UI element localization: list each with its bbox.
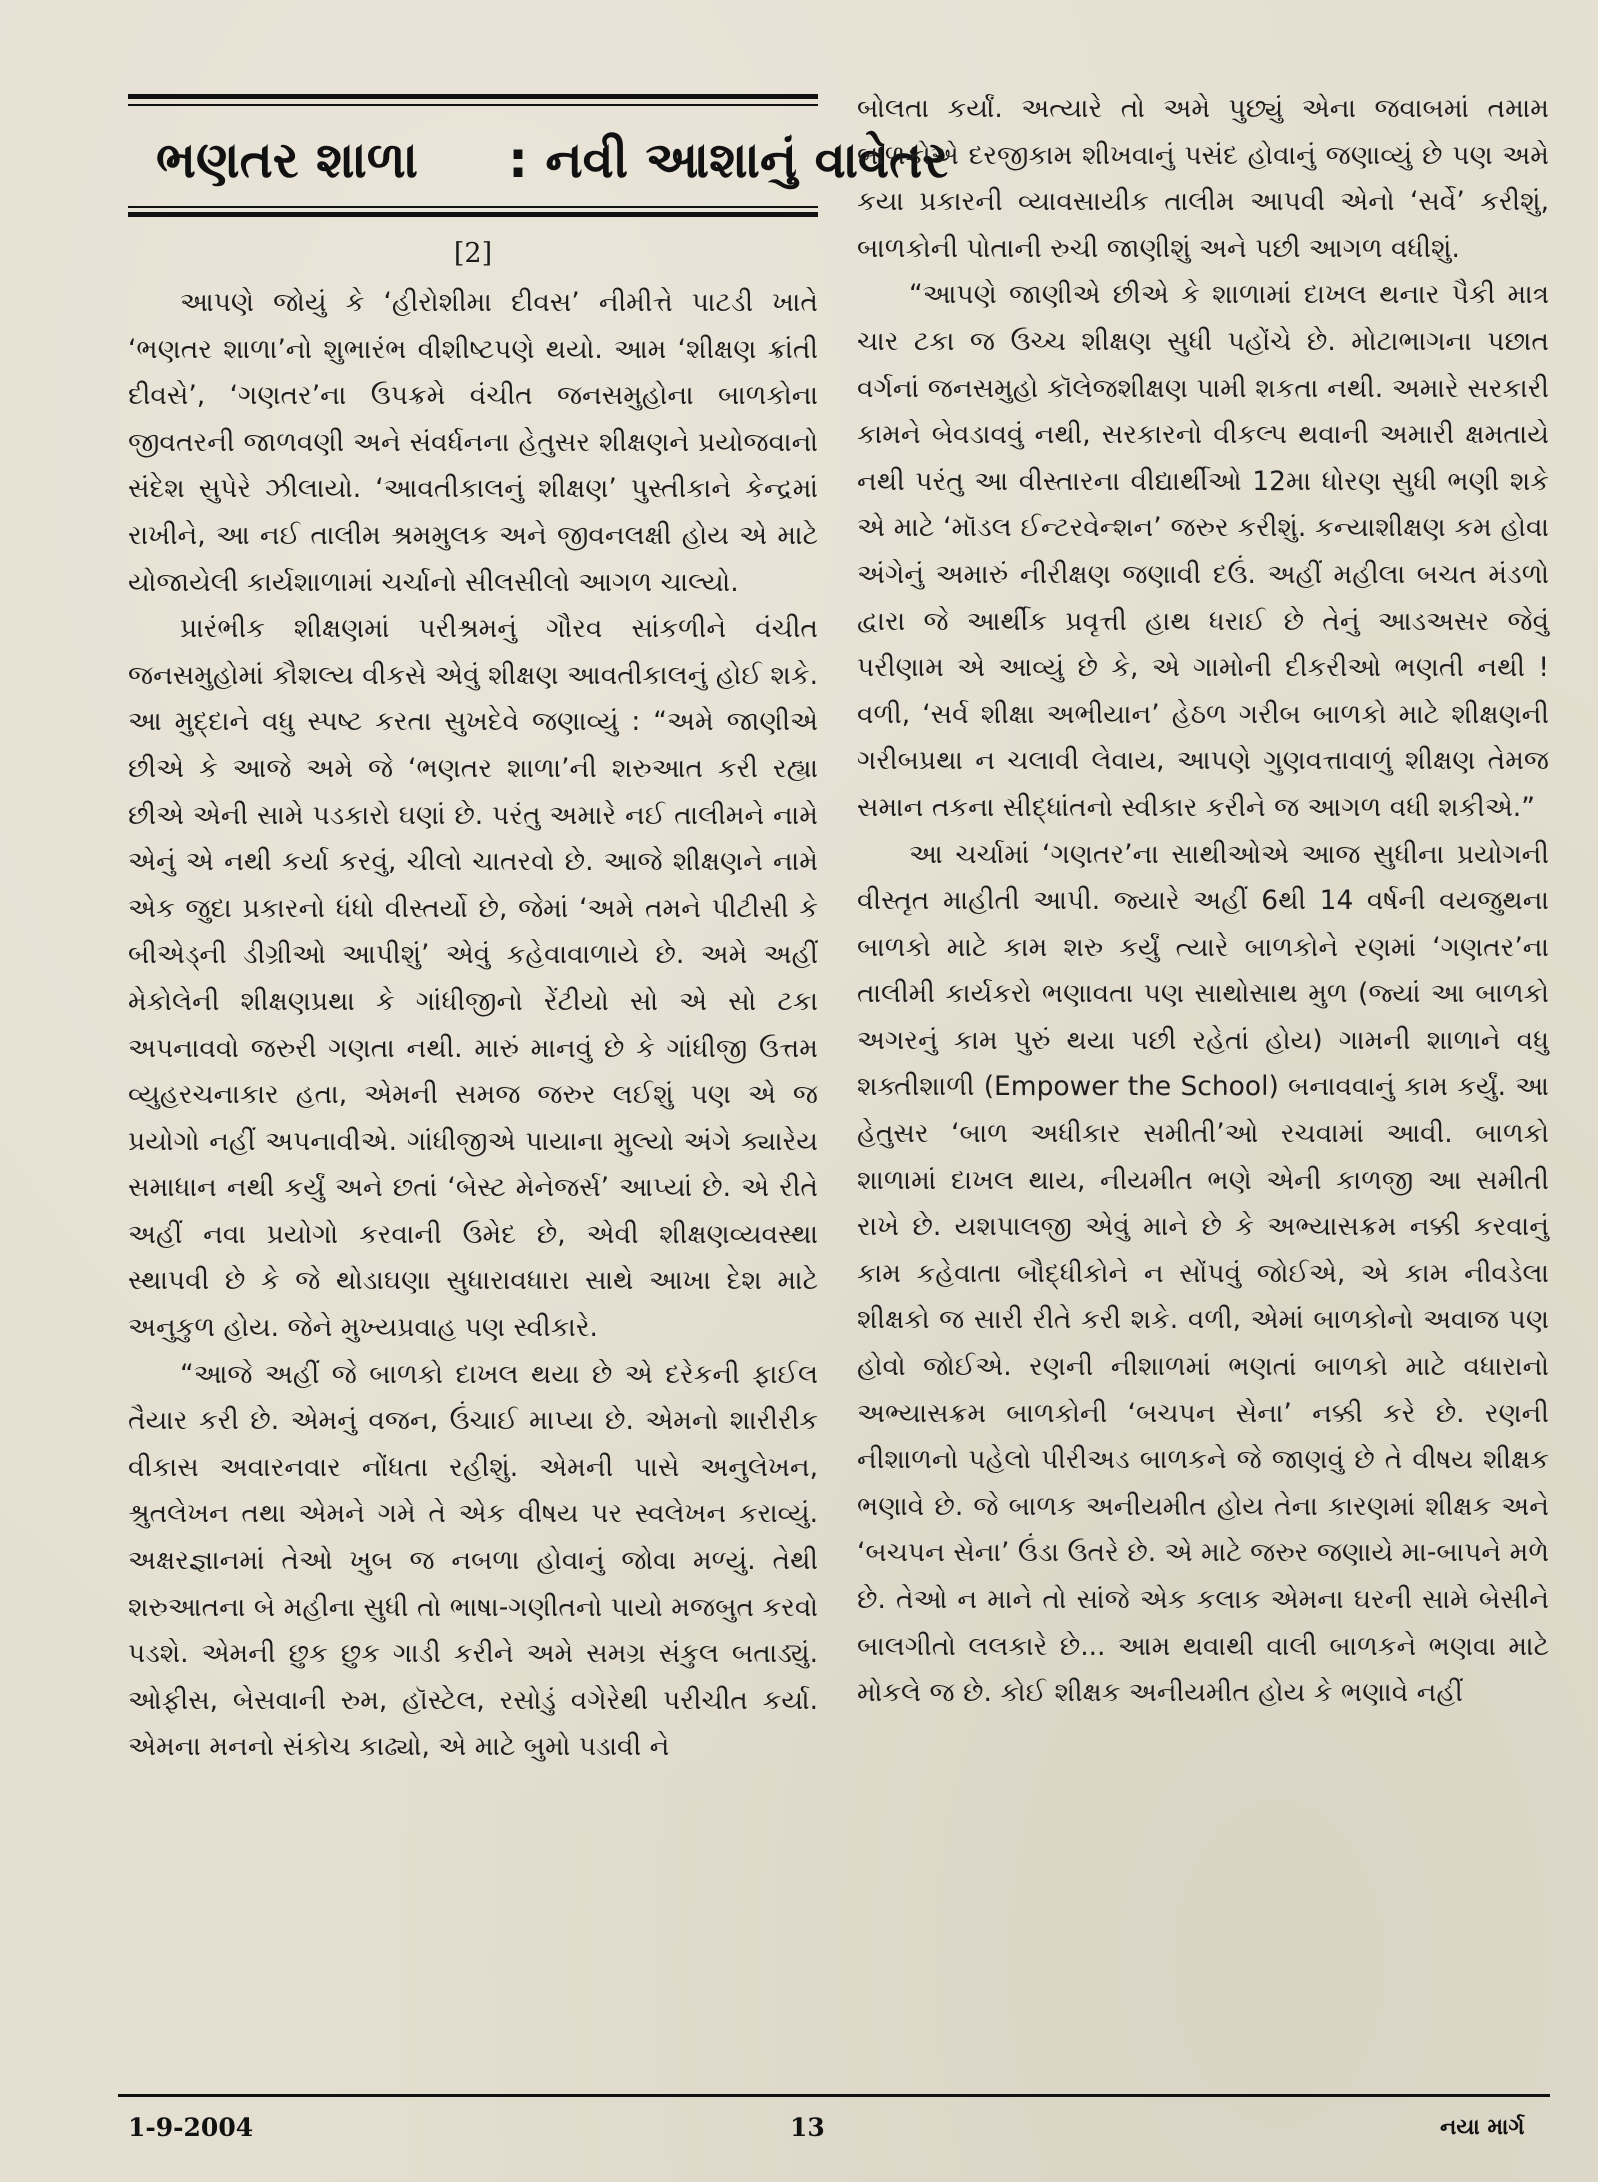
paragraph: આ ચર્ચામાં ‘ગણતર’ના સાથીઓએ આજ સુધીના પ્રયોગની વીસ્તૃત માહીતી આપી. જ્યારે અહીં 6થી 14 વર્ષની વયજુથના બાળકો માટે કામ શરુ કર્યું ત્યારે બાળકોને રણમાં ‘ગણતર’ના તાલીમી કાર્યકરો ભણાવતા પણ સાથોસાથ મુળ (જ્યાં આ બાળકો અગરનું કામ પુરું થયા પછી રહેતાં હોય) ગામની શાળાને વધુ શક્તીશાળી (Empower the School) બનાવવાનું કામ કર્યું. આ હેતુસર ‘બાળ અધીકાર સમીતી’ઓ રચવામાં આવી. બાળકો શાળામાં દાખલ થાય, નીયમીત ભણે એની કાળજી આ સમીતી રાખે છે. યશપાલજી એવું માને છે કે અભ્યાસક્રમ નક્કી કરવાનું કામ કહેવાતા બૌદ્ધીકોને ન સોંપવું જોઈએ, એ કામ નીવડેલા શીક્ષકો જ સારી રીતે કરી શકે. વળી, એમાં બાળકોનો અવાજ પણ હોવો જોઈએ. રણની નીશાળમાં ભણતાં બાળકો માટે વધારાનો અભ્યાસક્રમ બાળકોની ‘બચપન સેના’ નક્કી કરે છે. રણની નીશાળનો પહેલો પીરીઅડ બાળકને જે જાણવું છે તે વીષય શીક્ષક ભણાવે છે. જે બાળક અનીયમીત હોય તેના કારણમાં શીક્ષક અને ‘બચપન સેના’ ઉંડા ઉતરે છે. એ માટે જરુર જણાયે મા-બાપને મળે છે. તેઓ ન માને તો સાંજે એક કલાક એમના ઘરની સામે બેસીને બાલગીતો લલકારે છે... આમ થવાથી વાલી બાળકને ભણવા માટે મોકલે જ છે. કોઈ શીક્ષક અનીયમીત હોય કે ભણાવે નહીં xyxy=(857,838,1549,1709)
left-column-text xyxy=(128,280,818,1771)
part-marker: [2] xyxy=(453,238,493,269)
article-title xyxy=(128,120,949,200)
article-title-left: ભણતર શાળા xyxy=(156,131,419,189)
title-rule-bottom-thick xyxy=(128,212,818,217)
article-title-right: : નવી આશાનું વાવેતર xyxy=(508,131,949,189)
paragraph: આપણે જોયું કે ‘હીરોશીમા દીવસ’ નીમીત્તે પાટડી ખાતે ‘ભણતર શાળા’નો શુભારંભ વીશીષ્ટપણે થયો. આમ ‘શીક્ષણ ક્રાંતી દીવસે’, ‘ગણતર’ના ઉપક્રમે વંચીત જનસમુહોના બાળકોના જીવતરની જાળવણી અને સંવર્ધનના હેતુસર શીક્ષણને પ્રયોજવાનો સંદેશ સુપેરે ઝીલાયો. ‘આવતીકાલનું શીક્ષણ’ પુસ્તીકાને કેન્દ્રમાં રાખીને, આ નઈ તાલીમ શ્રમમુલક અને જીવનલક્ષી હોય એ માટે યોજાયેલી કાર્યશાળામાં ચર્ચાનો સીલસીલો આગળ ચાલ્યો. xyxy=(128,287,818,598)
paragraph: “આપણે જાણીએ છીએ કે શાળામાં દાખલ થનાર પૈકી માત્ર ચાર ટકા જ ઉચ્ચ શીક્ષણ સુધી પહોંચે છે. મોટાભાગના પછાત વર્ગનાં જનસમુહો કૉલેજશીક્ષણ પામી શકતા નથી. અમારે સરકારી કામને બેવડાવવું નથી, સરકારનો વીકલ્પ થવાની અમારી ક્ષમતાયે નથી પરંતુ આ વીસ્તારના વીદ્યાર્થીઓ 12મા ધોરણ સુધી ભણી શકે એ માટે ‘મૉડલ ઈન્ટરવેન્શન’ જરુર કરીશું. કન્યાશીક્ષણ કમ હોવા અંગેનું અમારું નીરીક્ષણ જણાવી દઉં. અહીં મહીલા બચત મંડળો દ્વારા જે આર્થીક પ્રવૃત્તી હાથ ધરાઈ છે તેનું આડઅસર જેવું પરીણામ એ આવ્યું છે કે, એ ગામોની દીકરીઓ ભણતી નથી ! વળી, ‘સર્વ શીક્ષા અભીયાન’ હેઠળ ગરીબ બાળકો માટે શીક્ષણની ગરીબપ્રથા ન ચલાવી લેવાય, આપણે ગુણવત્તાવાળું શીક્ષણ તેમજ સમાન તકના સીદ્ધાંતનો સ્વીકાર કરીને જ આગળ વધી શકીએ.” xyxy=(857,279,1549,823)
paragraph: પ્રારંભીક શીક્ષણમાં પરીશ્રમનું ગૌરવ સાંકળીને વંચીત જનસમુહોમાં કૌશલ્ય વીકસે એવું શીક્ષણ આવતીકાલનું હોઈ શકે. આ મુદ્દાને વધુ સ્પષ્ટ કરતા સુખદેવે જણાવ્યું : “અમે જાણીએ છીએ કે આજે અમે જે ‘ભણતર શાળા’ની શરુઆત કરી રહ્યા છીએ એની સામે પડકારો ઘણાં છે. પરંતુ અમારે નઈ તાલીમને નામે એનું એ નથી કર્યા કરવું, ચીલો ચાતરવો છે. આજે શીક્ષણને નામે એક જુદા પ્રકારનો ધંધો વીસ્તર્યો છે, જેમાં ‘અમે તમને પીટીસી કે બીએડ્‌ની ડીગ્રીઓ આપીશું’ એવું કહેવાવાળાયે છે. અમે અહીં મેકોલેની શીક્ષણપ્રથા કે ગાંધીજીનો રેંટીયો સો એ સો ટકા અપનાવવો જરુરી ગણતા નથી. મારું માનવું છે કે ગાંધીજી ઉત્તમ વ્યુહરચનાકાર હતા, એમની સમજ જરુર લઈશું પણ એ જ પ્રયોગો નહીં અપનાવીએ. ગાંધીજીએ પાયાના મુલ્યો અંગે ક્યારેય સમાધાન નથી કર્યું અને છતાં ‘બેસ્ટ મેનેજર્સ’ આપ્યાં છે. એ રીતે અહીં નવા પ્રયોગો કરવાની ઉમેદ છે, એવી શીક્ષણવ્યવસ્થા સ્થાપવી છે કે જે થોડાઘણા સુધારાવધારા સાથે આખા દેશ માટે અનુકુળ હોય. જેને મુખ્યપ્રવાહ પણ સ્વીકારે. xyxy=(128,613,818,1344)
right-column-text xyxy=(857,86,1549,1717)
title-rule-top-thick xyxy=(128,94,818,99)
title-rule-bottom-thin xyxy=(128,206,818,208)
paragraph: બોલતા કર્યાં. અત્યારે તો અમે પુછ્યું એના જવાબમાં તમામ બાળકોએ દરજીકામ શીખવાનું પસંદ હોવાનું જણાવ્યું છે પણ અમે કયા પ્રકારની વ્યાવસાયીક તાલીમ આપવી એનો ‘સર્વે’ કરીશું, બાળકોની પોતાની રુચી જાણીશું અને પછી આગળ વધીશું. xyxy=(857,93,1549,264)
magazine-name: નયા માર્ગ xyxy=(1440,2115,1525,2140)
page-number: 13 xyxy=(790,2113,825,2142)
title-rule-top-thin xyxy=(128,104,818,106)
footer-date: 1-9-2004 xyxy=(128,2113,254,2142)
footer-rule xyxy=(118,2094,1550,2097)
paragraph: “આજે અહીં જે બાળકો દાખલ થયા છે એ દરેકની ફાઈલ તૈયાર કરી છે. એમનું વજન, ઉંચાઈ માપ્યા છે. એમનો શારીરીક વીકાસ અવારનવાર નોંધતા રહીશું. એમની પાસે અનુલેખન, શ્રુતલેખન તથા એમને ગમે તે એક વીષય પર સ્વલેખન કરાવ્યું. અક્ષરજ્ઞાનમાં તેઓ ખુબ જ નબળા હોવાનું જોવા મળ્યું. તેથી શરુઆતના બે મહીના સુધી તો ભાષા-ગણીતનો પાયો મજબુત કરવો પડશે. એમની છુક છુક ગાડી કરીને અમે સમગ્ર સંકુલ બતાડ્યું. ઓફીસ, બેસવાની રુમ, હૉસ્ટેલ, રસોડું વગેરેથી પરીચીત કર્યા. એમના મનનો સંકોચ કાઢ્યો, એ માટે બુમો પડાવી ને xyxy=(128,1358,818,1763)
